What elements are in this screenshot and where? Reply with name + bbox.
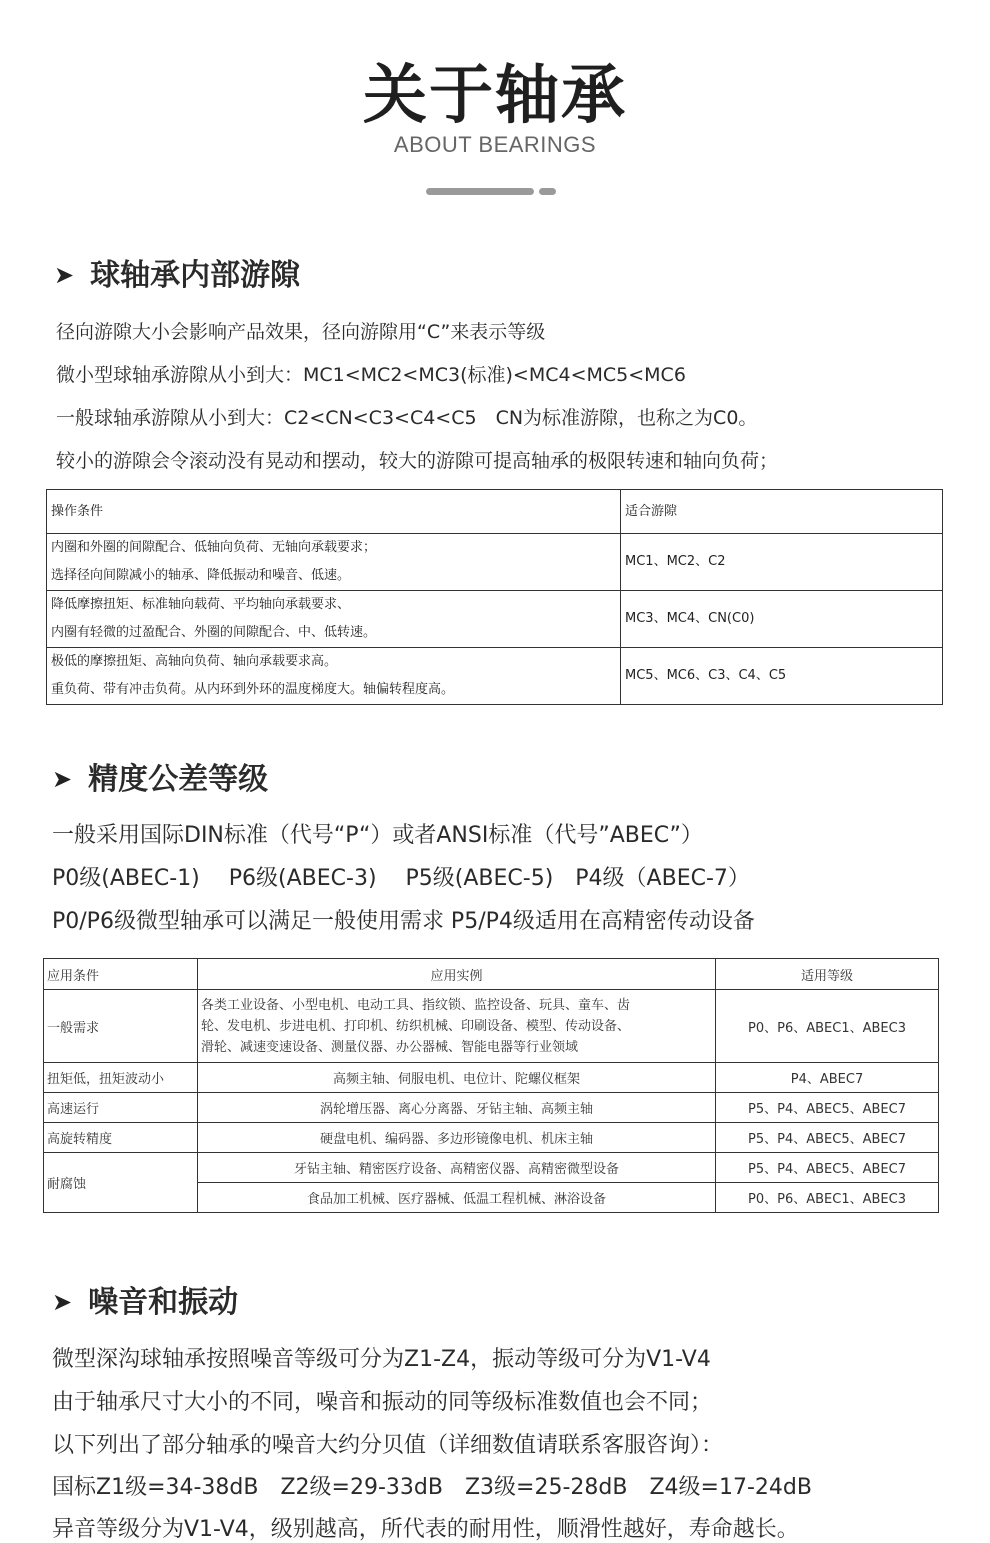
clearance-cell: MC1、MC2、C2 [621,534,943,591]
section-heading-clearance [54,250,300,294]
table-row [44,990,939,1063]
table-row [44,1153,939,1183]
example-line: 轮、发电机、步进电机、打印机、纺织机械、印刷设备、模型、传动设备、 [201,1018,631,1034]
condition-line: 内圈有轻微的过盈配合、外圈的间隙配合、中、低转速。 [51,625,377,640]
paragraph-line: 微型深沟球轴承按照噪音等级可分为Z1-Z4，振动等级可分为V1-V4 [52,1347,711,1372]
condition-cell: 耐腐蚀 [44,1153,198,1213]
grade-cell: P0、P6、ABEC1、ABEC3 [716,1183,939,1213]
grade-cell: P5、P4、ABEC5、ABEC7 [716,1093,939,1123]
table-header-cell: 应用实例 [198,959,716,990]
example-cell: 牙钻主轴、精密医疗设备、高精密仪器、高精密微型设备 [198,1153,716,1183]
paragraph-line: 由于轴承尺寸大小的不同，噪音和振动的同等级标准数值也会不同； [52,1390,713,1415]
example-cell: 高频主轴、伺服电机、电位计、陀螺仪框架 [198,1063,716,1093]
paragraph-line: 国标Z1级=34-38dB Z2级=29-33dB Z3级=25-28dB Z4级=17-24dB [52,1475,812,1500]
table-header-cell: 适用等级 [716,959,939,990]
paragraph-line: 较小的游隙会令滚动没有晃动和摆动，较大的游隙可提高轴承的极限转速和轴向负荷； [56,450,779,472]
table-row [47,534,943,591]
section-heading-text: 球轴承内部游隙 [90,258,301,293]
page-title: 关于轴承 [363,59,627,133]
section-heading-text: 精度公差等级 [88,762,269,797]
page-subtitle: ABOUT BEARINGS [393,132,597,157]
paragraph-line: P0/P6级微型轴承可以满足一般使用需求 P5/P4级适用在高精密传动设备 [52,909,755,934]
title-divider-long [426,188,534,195]
condition-cell: 一般需求 [44,990,198,1063]
title-divider-short [539,188,556,195]
table-row [47,648,943,705]
clearance-table [46,489,943,705]
section-heading-noise [52,1277,238,1321]
grade-cell: P5、P4、ABEC5、ABEC7 [716,1153,939,1183]
table-header-row [44,959,939,990]
condition-cell [47,534,621,591]
table-header-row [47,490,943,534]
clearance-cell: MC5、MC6、C3、C4、C5 [621,648,943,705]
precision-table [43,958,939,1213]
paragraph-line: 径向游隙大小会影响产品效果，径向游隙用“C”来表示等级 [56,321,546,343]
section-heading-text: 噪音和振动 [88,1285,239,1320]
paragraph-line: 一般采用国际DIN标准（代号“P“）或者ANSI标准（代号”ABEC”） [52,823,703,848]
example-cell: 硬盘电机、编码器、多边形镜像电机、机床主轴 [198,1123,716,1153]
paragraph-line: P0级(ABEC-1) P6级(ABEC-3) P5级(ABEC-5) P4级（ABEC-7） [52,866,750,891]
section-heading-precision [52,754,268,798]
example-cell [198,990,716,1063]
paragraph-line: 一般球轴承游隙从小到大：C2<CN<C3<C4<C5 CN为标准游隙，也称之为C0。 [56,407,758,429]
condition-cell [47,648,621,705]
condition-line: 极低的摩擦扭矩、高轴向负荷、轴向承载要求高。 [51,654,338,669]
grade-cell: P5、P4、ABEC5、ABEC7 [716,1123,939,1153]
paragraph-line: 以下列出了部分轴承的噪音大约分贝值（详细数值请联系客服咨询）： [52,1433,724,1458]
arrow-right-icon: ➤ [52,765,73,793]
grade-cell: P4、ABEC7 [716,1063,939,1093]
arrow-right-icon: ➤ [54,261,75,289]
table-header-cell: 适合游隙 [621,490,943,534]
condition-line: 降低摩擦扭矩、标准轴向载荷、平均轴向承载要求、 [51,597,351,612]
paragraph-line: 微小型球轴承游隙从小到大：MC1<MC2<MC3(标准)<MC4<MC5<MC6 [56,364,686,386]
condition-cell [47,591,621,648]
condition-cell: 高速运行 [44,1093,198,1123]
table-header-cell: 应用条件 [44,959,198,990]
clearance-cell: MC3、MC4、CN(C0) [621,591,943,648]
example-cell: 食品加工机械、医疗器械、低温工程机械、淋浴设备 [198,1183,716,1213]
example-line: 滑轮、减速变速设备、测量仪器、办公器械、智能电器等行业领域 [201,1039,579,1055]
condition-cell: 扭矩低，扭矩波动小 [44,1063,198,1093]
condition-line: 选择径向间隙减小的轴承、降低振动和噪音、低速。 [51,568,351,583]
table-header-cell: 操作条件 [47,490,621,534]
condition-line: 重负荷、带有冲击负荷。从内环到外环的温度梯度大。轴偏转程度高。 [51,682,455,697]
table-row [47,591,943,648]
example-cell: 涡轮增压器、离心分离器、牙钻主轴、高频主轴 [198,1093,716,1123]
condition-cell: 高旋转精度 [44,1123,198,1153]
table-row [44,1063,939,1093]
condition-line: 内圈和外圈的间隙配合、低轴向负荷、无轴向承载要求； [51,540,377,555]
table-row [44,1093,939,1123]
paragraph-line: 异音等级分为V1-V4，级别越高，所代表的耐用性，顺滑性越好，寿命越长。 [52,1517,799,1542]
grade-cell: P0、P6、ABEC1、ABEC3 [716,990,939,1063]
table-row [44,1123,939,1153]
example-line: 各类工业设备、小型电机、电动工具、指纹锁、监控设备、玩具、童车、齿 [201,997,631,1013]
arrow-right-icon: ➤ [52,1288,73,1316]
